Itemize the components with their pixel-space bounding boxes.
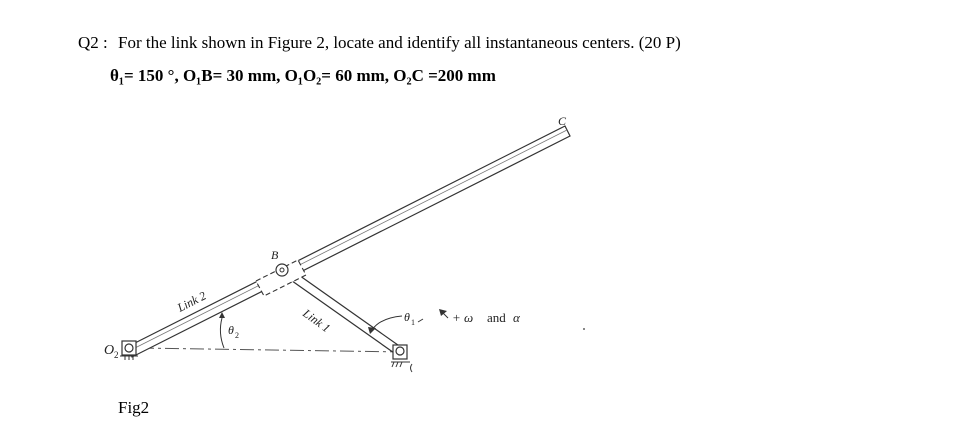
- stray-dot: [583, 328, 585, 330]
- label-theta2-sub: 2: [235, 331, 239, 340]
- question-number: Q2 :: [78, 33, 108, 52]
- ground-pivot-o2-icon: [120, 341, 138, 360]
- label-theta1-sub: 1: [411, 318, 415, 327]
- label-alpha: α: [513, 310, 520, 325]
- label-link-1: Link 1: [300, 306, 334, 336]
- label-theta2: θ: [228, 323, 234, 337]
- label-point-b: B: [271, 248, 279, 262]
- given-parameters: θ₁= 150 °, O₁B= 30 mm, O₁O₂= 60 mm, O₂C =200 mm: [110, 66, 496, 85]
- label-and: and: [487, 310, 506, 325]
- pin-b-icon: [276, 264, 288, 276]
- ground-pivot-o1-icon: [391, 345, 412, 372]
- theta1-arc: [372, 316, 402, 330]
- label-point-o2-sub: 2: [114, 350, 119, 360]
- rotation-arrow-icon: [439, 309, 448, 318]
- label-link-2: Link 2: [175, 288, 209, 315]
- figure-caption: Fig2: [118, 398, 150, 417]
- ground-baseline: [140, 348, 405, 352]
- question-text: For the link shown in Figure 2, locate and identify all instantaneous centers. (20 P): [118, 33, 681, 52]
- label-omega: + ω: [452, 310, 474, 325]
- label-theta1: θ: [404, 310, 410, 324]
- label-point-o2: O: [104, 343, 115, 358]
- theta2-arc: [220, 318, 224, 348]
- theta1-tick: [418, 319, 423, 322]
- label-point-c: C: [558, 114, 567, 128]
